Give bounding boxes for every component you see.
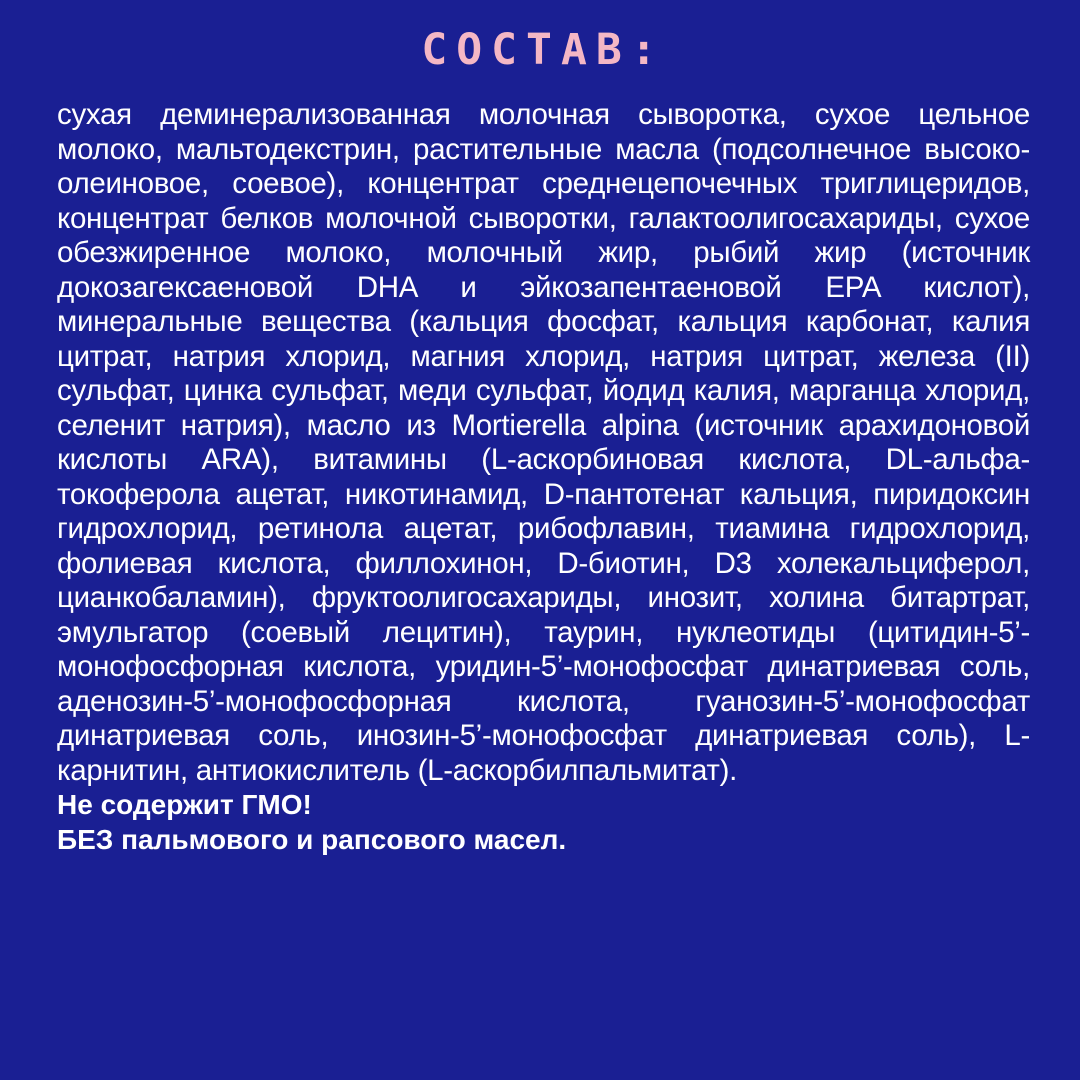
no-gmo-note: Не содержит ГМО! [57, 789, 312, 820]
no-palm-oil-note: БЕЗ пальмового и рапсового масел. [57, 823, 567, 855]
page-title: СОСТАВ: [421, 25, 666, 75]
ingredients-text: сухая деминерализованная молочная сыворотка, сухое цельное молоко, мальтодекстрин, растительные масла (подсолнечное высоко-олеиновое, соевое), концентрат среднецепочечных триглицеридов, концентрат белков молочной сыворотки, галактоолигосахариды, сухое обезжиренное молоко, молочный жир, рыбий жир (источник докозагексаеновой DHA и эйкозапентаеновой EPA кислот), минеральные вещества (кальция фосфат, кальция карбонат, калия цитрат, натрия хлорид, магния хлорид, натрия цитрат, железа (II) сульфат, цинка сульфат, меди сульфат, йодид калия, марганца хлорид, селенит натрия), масло из Mortierella alpina (источник арахидоновой кислоты ARA), витамины (L-аскорбиновая кислота, DL-альфа-токоферола ацетат, никотинамид, D-пантотенат кальция, пиридоксин гидрохлорид, ретинола ацетат, рибофлавин, тиамина гидрохлорид, фолиевая кислота, филлохинон, D-биотин, D3 холекальциферол, цианкобаламин), фруктоолигосахариды, инозит, холина битартрат, эмульгатор (соевый лецитин), таурин, нуклеотиды (цитидин-5’-монофосфорная кислота, уридин-5’-монофосфат динатриевая соль, аденозин-5’-монофосфорная кислота, гуанозин-5’-монофосфат динатриевая соль, инозин-5’-монофосфат динатриевая соль), L-карнитин, антиокислитель (L-аскорбилпальмитат). [57, 98, 1030, 787]
